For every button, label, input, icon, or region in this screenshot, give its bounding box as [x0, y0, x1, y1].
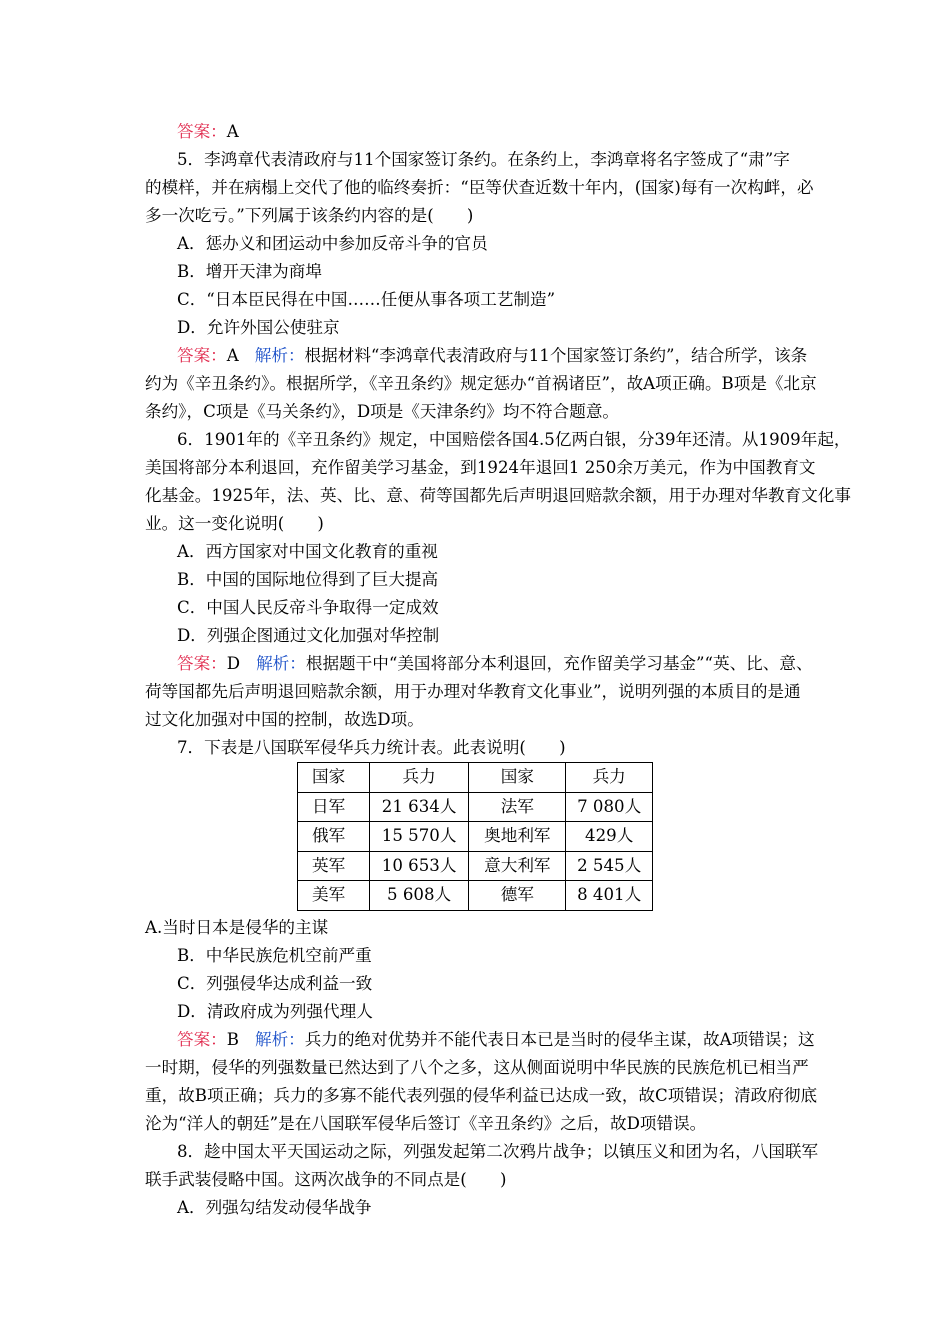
- table-row: [298, 851, 653, 881]
- option-a: A.当时日本是侵华的主谋: [145, 918, 329, 937]
- answer-line: [177, 122, 239, 142]
- option-a: A．列强勾结发动侵华战争: [177, 1198, 372, 1217]
- question-6-line: 化基金。1925年，法、英、比、意、荷等国都先后声明退回赔款余额，用于办理对华教育文化事: [145, 486, 851, 505]
- table-cell: 意大利军: [469, 851, 566, 881]
- explanation-line: 过文化加强对中国的控制，故选D项。: [145, 710, 424, 729]
- explanation-line: 一时期，侵华的列强数量已然达到了八个之多，这从侧面说明中华民族的民族危机已相当严: [145, 1058, 809, 1077]
- question-8-line: 联手武装侵略中国。这两次战争的不同点是( ): [145, 1170, 507, 1189]
- option-c: C．中国人民反帝斗争取得一定成效: [177, 598, 439, 617]
- table-cell: 英军: [298, 851, 370, 881]
- table-cell: 429人: [566, 822, 653, 852]
- table-row: [298, 822, 653, 852]
- answer-label: 答案：: [177, 122, 227, 141]
- table-cell: 2 545人: [566, 851, 653, 881]
- answer-text: A: [226, 122, 239, 141]
- table-cell: 7 080人: [566, 792, 653, 822]
- explanation-line: 约为《辛丑条约》。根据所学，《辛丑条约》规定惩办“首祸诸臣”，故A项正确。B项是《北京: [145, 374, 817, 393]
- table-cell: 美军: [298, 881, 370, 911]
- explanation-line: 沦为“洋人的朝廷”是在八国联军侵华后签订《辛丑条约》之后，故D项错误。: [145, 1114, 707, 1133]
- table-cell: 德军: [469, 881, 566, 911]
- answer-label: 答案：: [177, 654, 227, 673]
- table-header-cell: 国家: [298, 763, 370, 793]
- answer-line: [177, 1030, 815, 1050]
- table-header-cell: 兵力: [369, 763, 469, 793]
- answer-label: 答案：: [177, 1030, 227, 1049]
- option-c: C．列强侵华达成利益一致: [177, 974, 373, 993]
- option-b: B．增开天津为商埠: [177, 262, 322, 281]
- question-6-line: 美国将部分本利退回，充作留美学习基金，到1924年退回1 250余万美元，作为中国教育文: [145, 458, 816, 477]
- troop-statistics-table: [297, 762, 653, 911]
- option-a: A．惩办义和团运动中参加反帝斗争的官员: [177, 234, 488, 253]
- table-header-row: [298, 763, 653, 793]
- question-6-line: 6．1901年的《辛丑条约》规定，中国赔偿各国4.5亿两白银，分39年还清。从1909年起，: [177, 430, 851, 449]
- question-7-line: 7．下表是八国联军侵华兵力统计表。此表说明( ): [177, 738, 566, 757]
- table-cell: 10 653人: [369, 851, 469, 881]
- answer-line: [177, 654, 813, 674]
- table-cell: 奥地利军: [469, 822, 566, 852]
- table-cell: 8 401人: [566, 881, 653, 911]
- explanation-label: 解析：: [254, 1030, 305, 1049]
- table-cell: 法军: [469, 792, 566, 822]
- option-b: B．中国的国际地位得到了巨大提高: [177, 570, 439, 589]
- table-row: [298, 792, 653, 822]
- question-5-line: 5．李鸿章代表清政府与11个国家签订条约。在条约上，李鸿章将名字签成了“肃”字: [177, 150, 790, 169]
- question-8-line: 8．趁中国太平天国运动之际，列强发起第二次鸦片战争；以镇压义和团为名，八国联军: [177, 1142, 819, 1161]
- option-b: B．中华民族危机空前严重: [177, 946, 372, 965]
- explanation-line: 重，故B项正确；兵力的多寡不能代表列强的侵华利益已达成一致，故C项错误；清政府彻底: [145, 1086, 818, 1105]
- option-a: A．西方国家对中国文化教育的重视: [177, 542, 438, 561]
- explanation-text: 根据材料“李鸿章代表清政府与11个国家签订条约”，结合所学，该条: [304, 346, 808, 365]
- answer-label: 答案：: [177, 346, 227, 365]
- option-c: C．“日本臣民得在中国……任便从事各项工艺制造”: [177, 290, 556, 309]
- table-row: [298, 881, 653, 911]
- table-cell: 俄军: [298, 822, 370, 852]
- explanation-text: 根据题干中“美国将部分本利退回，充作留美学习基金”“英、比、意、: [305, 654, 813, 673]
- question-5-line: 多一次吃亏。”下列属于该条约内容的是( ): [145, 206, 474, 225]
- option-d: D．允许外国公使驻京: [177, 318, 340, 337]
- table-header-cell: 兵力: [566, 763, 653, 793]
- table-cell: 21 634人: [369, 792, 469, 822]
- explanation-label: 解析：: [256, 654, 306, 673]
- explanation-text: 兵力的绝对优势并不能代表日本已是当时的侵华主谋，故A项错误；这: [304, 1030, 815, 1049]
- answer-letter: A: [226, 346, 239, 365]
- question-6-line: 业。这一变化说明( ): [145, 514, 324, 533]
- answer-letter: D: [226, 654, 241, 673]
- table-cell: 5 608人: [369, 881, 469, 911]
- table-header-cell: 国家: [469, 763, 566, 793]
- explanation-line: 条约》，C项是《马关条约》，D项是《天津条约》均不符合题意。: [145, 402, 620, 421]
- explanation-label: 解析：: [254, 346, 305, 365]
- table-cell: 日军: [298, 792, 370, 822]
- option-d: D．清政府成为列强代理人: [177, 1002, 373, 1021]
- option-d: D．列强企图通过文化加强对华控制: [177, 626, 440, 645]
- table-cell: 15 570人: [369, 822, 469, 852]
- explanation-line: 荷等国都先后声明退回赔款余额，用于办理对华教育文化事业”，说明列强的本质目的是通: [145, 682, 801, 701]
- answer-letter: B: [226, 1030, 239, 1049]
- question-5-line: 的模样，并在病榻上交代了他的临终奏折：“臣等伏查近数十年内，(国家)每有一次构衅，必: [145, 178, 814, 197]
- answer-line: [177, 346, 807, 366]
